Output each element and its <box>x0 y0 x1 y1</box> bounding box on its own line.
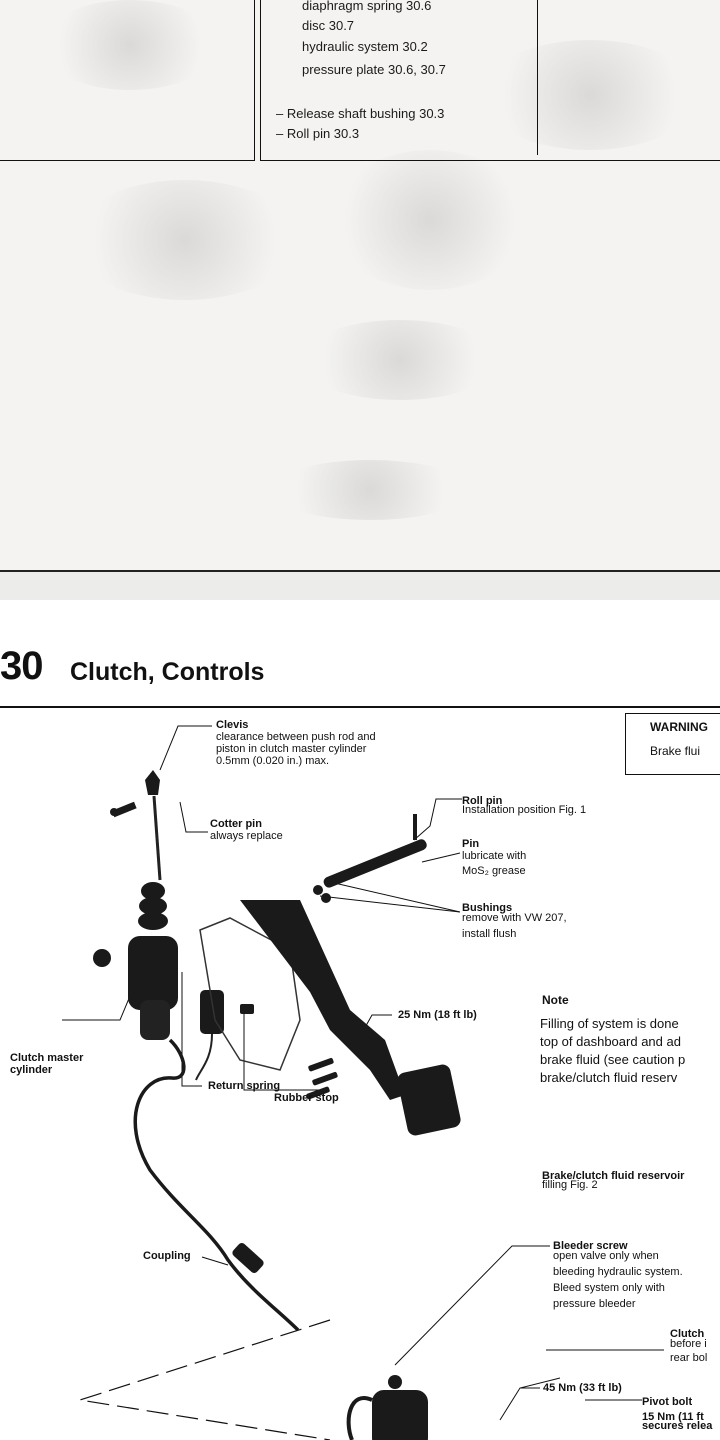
manual-page <box>0 600 720 1440</box>
warning-text: Brake flui <box>650 744 701 758</box>
label-bleeder-screw: Bleeder screw open valve only when bleeding hydraulic system. Bleed system only with pressure bleeder <box>553 1240 683 1310</box>
label-roll-pin: Roll pin Installation position Fig. 1 <box>462 795 587 816</box>
index-entry: – Release shaft bushing 30.3 <box>276 106 445 121</box>
label-torque-25nm: 25 Nm (18 ft lb) <box>398 1009 477 1021</box>
chapter-title: Clutch, Controls <box>70 658 265 686</box>
label-pin: Pin lubricate with MoS₂ grease <box>462 838 527 877</box>
warning-title: WARNING <box>650 720 708 734</box>
label-clevis: Clevis clearance between push rod and piston in clutch master cylinder 0.5mm (0.020 in.) max. <box>216 719 376 767</box>
index-entry: pressure plate 30.6, 30.7 <box>302 62 446 77</box>
label-fluid-reservoir: Brake/clutch fluid reservoir filling Fig. 2 <box>542 1170 685 1191</box>
warning-box <box>625 713 720 775</box>
previous-page-index <box>0 0 720 570</box>
label-rubber-stop: Rubber stop <box>274 1092 339 1104</box>
label-clutch-master-cylinder: Clutch master cylinder <box>10 1052 84 1076</box>
label-torque-45nm: 45 Nm (33 ft lb) <box>543 1382 622 1394</box>
index-entry: disc 30.7 <box>302 18 355 33</box>
label-clutch-slave: Clutch before i rear bol <box>670 1328 708 1364</box>
note-body: Filling of system is done top of dashboard and ad brake fluid (see caution p brake/clutch fluid reserv <box>540 1016 686 1085</box>
label-cotter-pin: Cotter pin always replace <box>210 818 283 842</box>
index-entry: – Roll pin 30.3 <box>276 126 360 141</box>
index-entry: hydraulic system 30.2 <box>302 39 428 54</box>
label-pivot-bolt: Pivot bolt 15 Nm (11 ft secures relea <box>642 1396 713 1432</box>
note-heading: Note <box>542 993 569 1007</box>
page-separator <box>0 570 720 602</box>
index-entry: diaphragm spring 30.6 <box>302 0 432 13</box>
label-return-spring: Return spring <box>208 1080 281 1092</box>
chapter-number: 30 <box>0 644 43 688</box>
label-coupling: Coupling <box>143 1250 191 1262</box>
label-bushings: Bushings remove with VW 207, install flush <box>462 902 567 940</box>
